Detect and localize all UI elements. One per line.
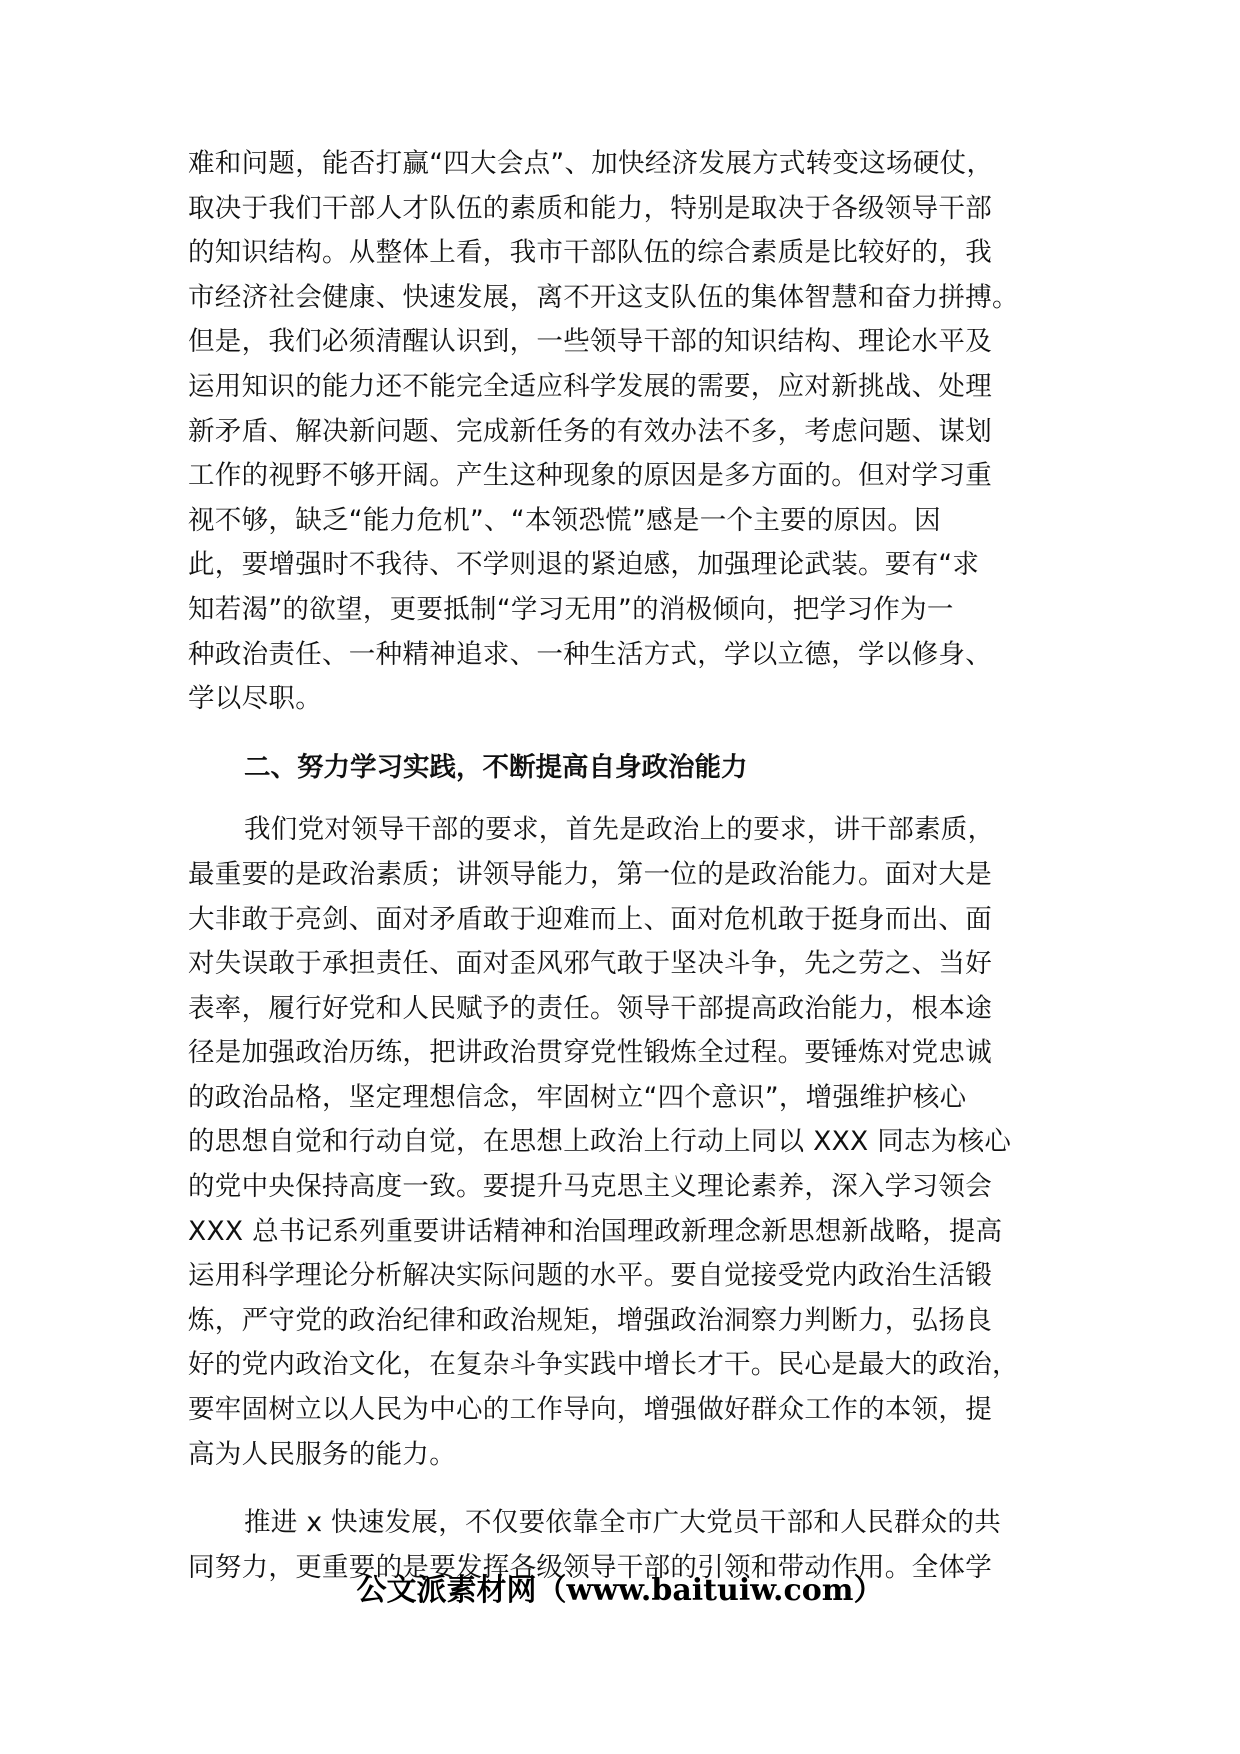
text-line: 的党中央保持高度一致。要提升马克思主义理论素养，深入学习领会 <box>188 1171 992 1203</box>
document-body <box>188 142 1058 1590</box>
paragraph-1 <box>188 142 1058 722</box>
text-line: 学以尽职。 <box>188 683 322 715</box>
text-line: 我们党对领导干部的要求，首先是政治上的要求，讲干部素质， <box>244 814 995 846</box>
text-line: XXX 总书记系列重要讲话精神和治国理政新理念新思想新战略，提高 <box>188 1215 1003 1247</box>
text-line: 对失误敢于承担责任、面对歪风邪气敢于坚决斗争，先之劳之、当好 <box>188 948 992 980</box>
text-line: 市经济社会健康、快速发展，离不开这支队伍的集体智慧和奋力拼搏。 <box>188 281 1019 313</box>
text-line: 高为人民服务的能力。 <box>188 1438 456 1470</box>
text-line: 视不够，缺乏“能力危机”、“本领恐慌”感是一个主要的原因。因 <box>188 504 941 536</box>
text-line: 推进 x 快速发展，不仅要依靠全市广大党员干部和人民群众的共 <box>244 1507 1002 1539</box>
text-line: 的政治品格，坚定理想信念，牢固树立“四个意识”，增强维护核心 <box>188 1081 967 1113</box>
text-line: 新矛盾、解决新问题、完成新任务的有效办法不多，考虑问题、谋划 <box>188 415 992 447</box>
section-heading: 二、努力学习实践，不断提高自身政治能力 <box>244 751 748 783</box>
text-line: 工作的视野不够开阔。产生这种现象的原因是多方面的。但对学习重 <box>188 460 992 492</box>
text-line: 种政治责任、一种精神追求、一种生活方式，学以立德，学以修身、 <box>188 638 992 670</box>
text-line: 取决于我们干部人才队伍的素质和能力，特别是取决于各级领导干部 <box>188 192 992 224</box>
text-line: 的思想自觉和行动自觉，在思想上政治上行动上同以 XXX 同志为核心 <box>188 1126 1012 1158</box>
text-line: 难和问题，能否打赢“四大会点”、加快经济发展方式转变这场硬仗， <box>188 148 994 179</box>
watermark-footer: 公文派素材网（www.baituiw.com） <box>356 1573 884 1608</box>
text-line: 知若渴”的欲望，更要抵制“学习无用”的消极倾向，把学习作为一 <box>188 593 954 625</box>
text-line: 的知识结构。从整体上看，我市干部队伍的综合素质是比较好的，我 <box>188 237 992 269</box>
text-line: 此，要增强时不我待、不学则退的紧迫感，加强理论武装。要有“求 <box>188 549 980 581</box>
text-line: 大非敢于亮剑、面对矛盾敢于迎难而上、面对危机敢于挺身而出、面 <box>188 903 992 935</box>
text-line: 炼，严守党的政治纪律和政治规矩，增强政治洞察力判断力，弘扬良 <box>188 1304 992 1336</box>
text-line: 同努力，更重要的是要发挥各级领导干部的引领和带动作用。全体学 <box>188 1551 992 1583</box>
paragraph-2 <box>188 808 1058 1477</box>
text-line: 径是加强政治历练，把讲政治贯穿党性锻炼全过程。要锤炼对党忠诚 <box>188 1037 992 1069</box>
text-line: 运用科学理论分析解决实际问题的水平。要自觉接受党内政治生活锻 <box>188 1260 992 1292</box>
text-line: 好的党内政治文化，在复杂斗争实践中增长才干。民心是最大的政治， <box>188 1349 1019 1381</box>
text-line: 要牢固树立以人民为中心的工作导向，增强做好群众工作的本领，提 <box>188 1394 992 1426</box>
text-line: 但是，我们必须清醒认识到，一些领导干部的知识结构、理论水平及 <box>188 326 992 358</box>
text-line: 表率，履行好党和人民赋予的责任。领导干部提高政治能力，根本途 <box>188 992 992 1024</box>
text-line: 运用知识的能力还不能完全适应科学发展的需要，应对新挑战、处理 <box>188 370 992 402</box>
text-line: 最重要的是政治素质；讲领导能力，第一位的是政治能力。面对大是 <box>188 858 992 890</box>
